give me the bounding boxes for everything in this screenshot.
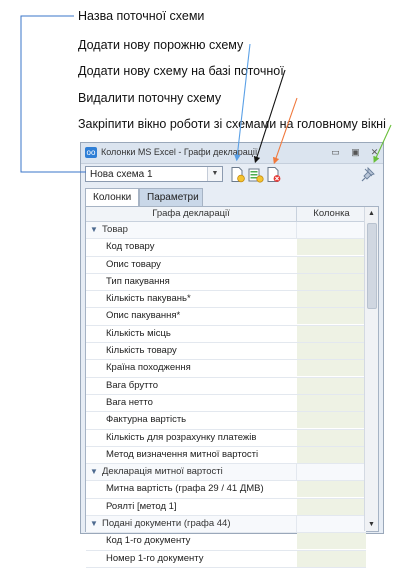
- table-row[interactable]: [86, 378, 366, 395]
- row-label: Декларація митної вартості: [102, 464, 297, 480]
- row-label: Вага брутто: [106, 378, 301, 394]
- column-cell[interactable]: [297, 551, 366, 567]
- callout-scheme-name: Назва поточної схеми: [78, 9, 205, 23]
- row-label: Країна походження: [106, 360, 301, 376]
- tab-parameters[interactable]: Параметри: [139, 188, 203, 206]
- column-cell[interactable]: [297, 343, 366, 359]
- table-row[interactable]: [86, 481, 366, 498]
- column-cell[interactable]: [297, 257, 366, 273]
- row-label: Код 1-го документу: [106, 533, 301, 549]
- row-label: Вага нетто: [106, 395, 301, 411]
- scroll-up-icon[interactable]: ▲: [368, 210, 375, 217]
- grid-header: [86, 207, 366, 222]
- table-row[interactable]: [86, 308, 366, 325]
- column-cell: [297, 464, 366, 480]
- declaration-grid: [85, 206, 379, 564]
- column-cell[interactable]: [297, 291, 366, 307]
- row-label: Опис товару: [106, 257, 301, 273]
- scheme-select[interactable]: [85, 166, 223, 182]
- chevron-down-icon[interactable]: ▼: [90, 225, 98, 234]
- scroll-down-icon[interactable]: ▼: [368, 521, 375, 528]
- arrow-add-empty: [237, 44, 250, 158]
- chevron-down-icon[interactable]: ▼: [90, 519, 98, 529]
- row-label: Метод визначення митної вартості: [106, 447, 301, 463]
- table-row[interactable]: [86, 257, 366, 274]
- column-cell: [297, 516, 366, 532]
- column-cell: [297, 222, 366, 238]
- window-title: Колонки MS Excel - Графи декларації: [101, 147, 258, 157]
- row-label: Товар: [102, 222, 297, 238]
- table-row[interactable]: [86, 291, 366, 308]
- row-label: Подані документи (графа 44): [102, 516, 297, 532]
- close-button[interactable]: ✕: [370, 147, 379, 157]
- row-label: Номер 1-го документу: [106, 551, 301, 567]
- line-scheme-name: [21, 16, 86, 172]
- table-row[interactable]: [86, 395, 366, 412]
- table-row[interactable]: [86, 274, 366, 291]
- table-row[interactable]: [86, 412, 366, 429]
- table-row[interactable]: [86, 551, 366, 568]
- callout-pin: Закріпити вікно роботи зі схемами на головному вікні: [78, 117, 386, 131]
- scheme-window: [80, 142, 384, 564]
- table-row[interactable]: [86, 533, 366, 550]
- table-row[interactable]: [86, 447, 366, 464]
- row-label: Митна вартість (графа 29 / 41 ДМВ): [106, 481, 301, 497]
- column-cell[interactable]: [297, 326, 366, 342]
- table-row[interactable]: [86, 499, 366, 516]
- tab-columns[interactable]: Колонки: [85, 188, 139, 206]
- group-row[interactable]: [86, 464, 366, 481]
- row-label: Тип пакування: [106, 274, 301, 290]
- scheme-select-value: Нова схема 1: [90, 169, 153, 180]
- add-copy-scheme-button[interactable]: [247, 166, 264, 183]
- row-label: Роялті [метод 1]: [106, 499, 301, 515]
- column-header-field[interactable]: Графа декларації: [86, 207, 297, 221]
- column-cell[interactable]: [297, 412, 366, 428]
- column-cell[interactable]: [297, 447, 366, 463]
- scrollbar-thumb[interactable]: [367, 223, 377, 309]
- column-cell[interactable]: [297, 308, 366, 324]
- column-cell[interactable]: [297, 499, 366, 515]
- table-row[interactable]: [86, 239, 366, 256]
- title-bar: [81, 143, 383, 164]
- delete-scheme-button[interactable]: [265, 166, 282, 183]
- grid-rows: [86, 222, 366, 568]
- table-row[interactable]: [86, 343, 366, 360]
- column-cell[interactable]: [297, 430, 366, 446]
- callout-delete: Видалити поточну схему: [78, 91, 222, 105]
- row-label: Опис пакування*: [106, 308, 301, 324]
- table-row[interactable]: [86, 326, 366, 343]
- column-header-column[interactable]: Колонка: [313, 208, 350, 219]
- group-row[interactable]: [86, 222, 366, 239]
- column-cell[interactable]: [297, 533, 366, 549]
- toolbar: [81, 164, 383, 186]
- callout-add-copy: Додати нову схему на базі поточної: [78, 64, 284, 78]
- column-cell[interactable]: [297, 395, 366, 411]
- maximize-button[interactable]: ▣: [351, 147, 360, 157]
- add-empty-scheme-button[interactable]: [229, 166, 246, 183]
- group-row[interactable]: [86, 516, 366, 533]
- row-label: Фактурна вартість: [106, 412, 301, 428]
- column-cell[interactable]: [297, 378, 366, 394]
- column-cell[interactable]: [297, 481, 366, 497]
- minimize-button[interactable]: ▭: [331, 147, 340, 157]
- row-label: Кількість товару: [106, 343, 301, 359]
- column-cell[interactable]: [297, 274, 366, 290]
- app-icon: oo: [86, 148, 96, 157]
- table-row[interactable]: [86, 430, 366, 447]
- chevron-down-icon[interactable]: ▼: [207, 167, 222, 181]
- row-label: Кількість для розрахунку платежів: [106, 430, 301, 446]
- table-row[interactable]: [86, 360, 366, 377]
- column-cell[interactable]: [297, 360, 366, 376]
- row-label: Кількість пакувань*: [106, 291, 301, 307]
- row-label: Кількість місць: [106, 326, 301, 342]
- vertical-scrollbar[interactable]: [364, 207, 378, 531]
- column-cell[interactable]: [297, 239, 366, 255]
- chevron-down-icon[interactable]: ▼: [90, 467, 98, 477]
- callout-add-empty: Додати нову порожню схему: [78, 38, 244, 52]
- pin-icon[interactable]: [360, 166, 377, 183]
- row-label: Код товару: [106, 239, 301, 255]
